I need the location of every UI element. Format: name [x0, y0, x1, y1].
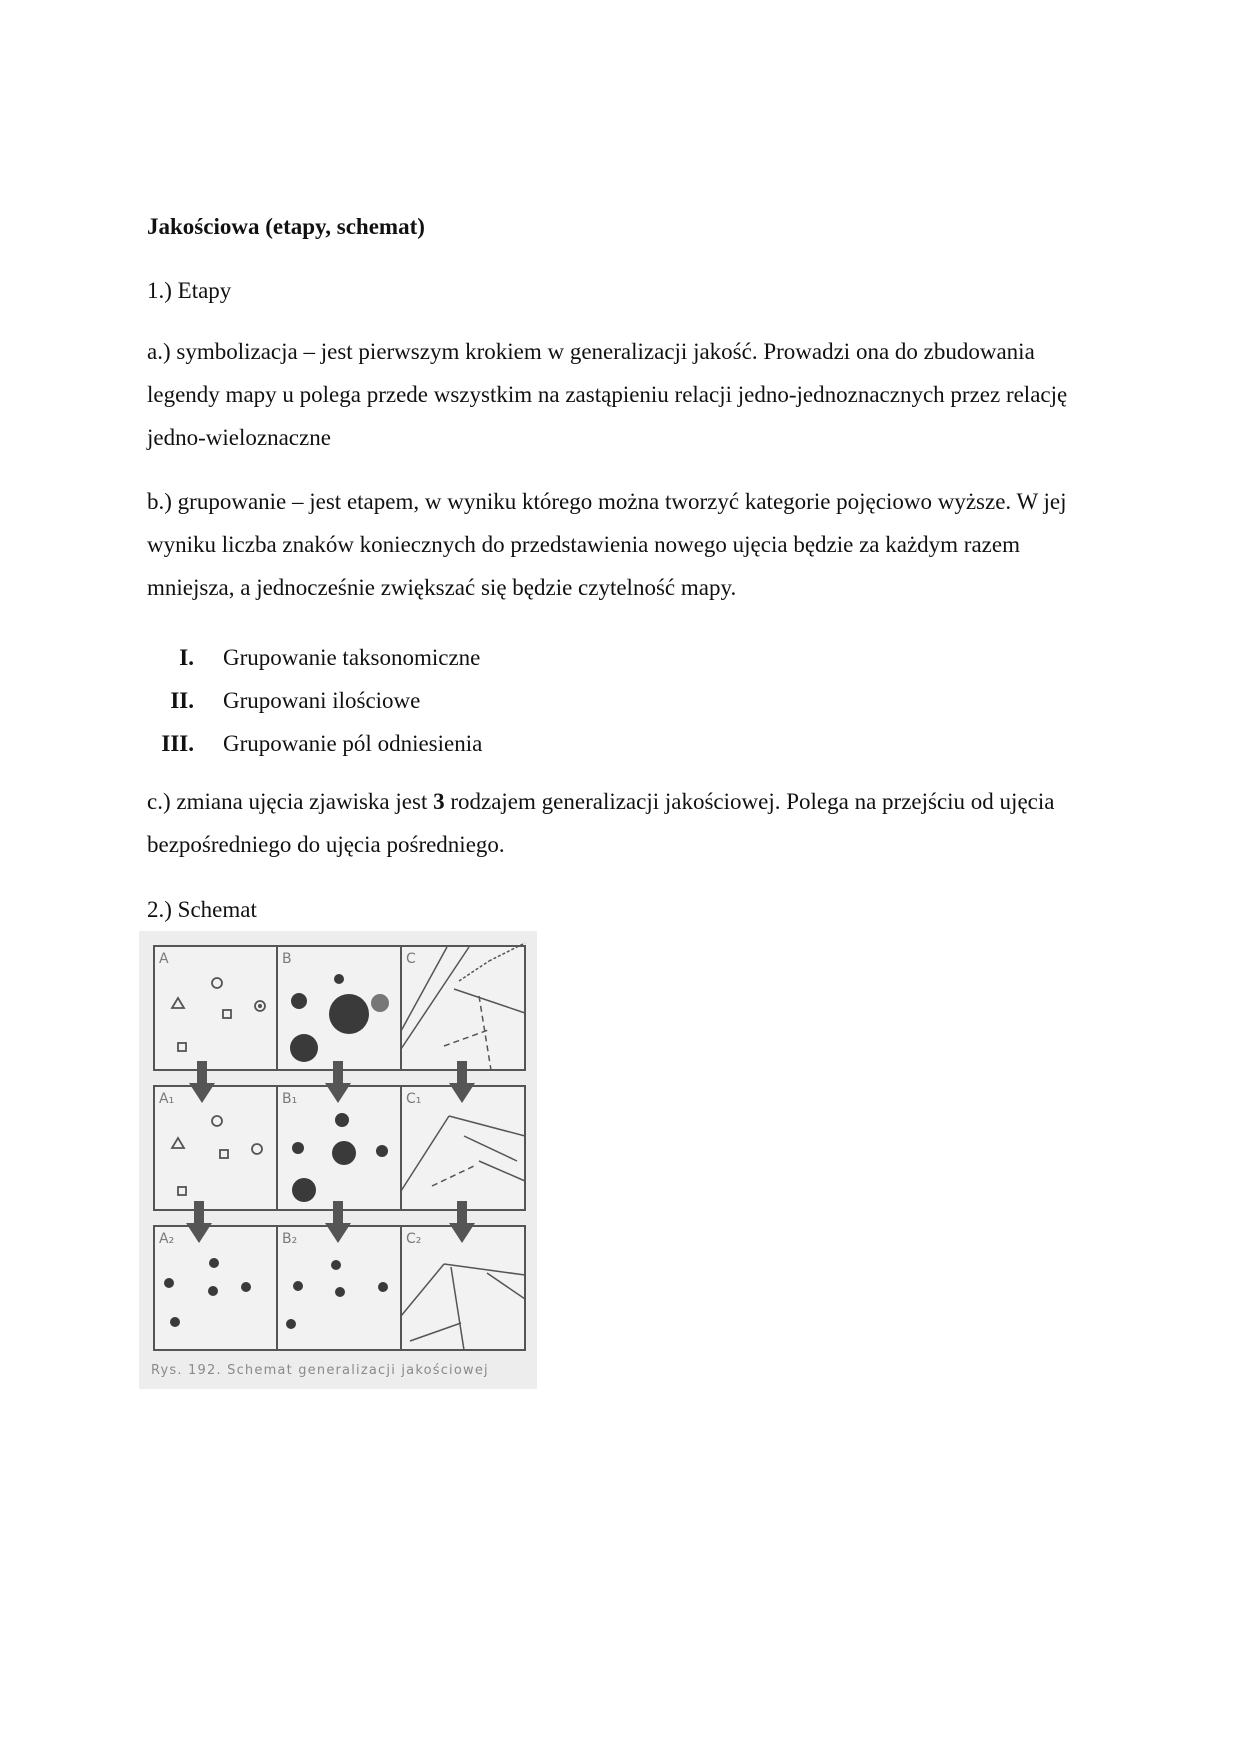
- generalization-schema-figure: [139, 931, 537, 1389]
- cell-label: B₂: [282, 1231, 298, 1247]
- term-grupowanie: grupowanie: [177, 489, 287, 514]
- section-heading-etapy: 1.) Etapy: [147, 278, 232, 303]
- list-numeral: II.: [170, 688, 194, 713]
- list-numeral: I.: [179, 645, 194, 670]
- paragraph-text: – jest etapem, w wyniku którego można tworzyć kategorie pojęciowo wyższe. W jej wyniku liczba znaków koniecznych do przedstawienia nowego ujęcia będzie za każdym razem mniejsza, a jednocześnie zwiększać się będzie czytelność mapy.: [147, 489, 1067, 600]
- paragraph-text: rodzajem generalizacji jakościowej. Polega na przejściu od ujęcia bezpośredniego do ujęcia pośredniego.: [147, 789, 1055, 857]
- cell-label: A₂: [159, 1231, 175, 1247]
- list-label: Grupowanie taksonomiczne: [223, 645, 481, 670]
- cell-c: [401, 946, 525, 1070]
- list-item: [147, 636, 482, 679]
- paragraph-grupowanie: [147, 480, 1107, 609]
- paragraph-prefix: a.): [147, 339, 177, 364]
- cell-label: C: [406, 951, 416, 967]
- cell-label: B₁: [282, 1091, 298, 1107]
- cell-label: B: [282, 951, 292, 967]
- figure-caption: Rys. 192. Schemat generalizacji jakościowej: [151, 1363, 489, 1378]
- cell-label: A: [159, 951, 169, 967]
- section-heading-schemat: 2.) Schemat: [147, 897, 257, 922]
- list-item: [147, 722, 482, 765]
- schema-diagram: [139, 931, 537, 1389]
- term-symbolizacja: symbolizacja: [176, 339, 298, 364]
- grouping-list: [147, 636, 482, 765]
- paragraph-prefix: c.) zmiana ujęcia zjawiska jest: [147, 789, 434, 814]
- cell-label: C₁: [406, 1091, 422, 1107]
- list-label: Grupowani ilościowe: [223, 688, 421, 713]
- list-item: [147, 679, 482, 722]
- paragraph-zmiana-ujecia: [147, 780, 1107, 866]
- list-numeral: III.: [161, 731, 194, 756]
- cell-label: C₂: [406, 1231, 422, 1247]
- paragraph-prefix: b.): [147, 489, 178, 514]
- paragraph-symbolizacja: [147, 330, 1107, 459]
- list-label: Grupowanie pól odniesienia: [223, 731, 483, 756]
- paragraph-number: 3: [433, 789, 445, 814]
- cell-label: A₁: [159, 1091, 175, 1107]
- paragraph-text: – jest pierwszym krokiem w generalizacji jakość. Prowadzi ona do zbudowania legendy mapy u polega przede wszystkim na zastąpieniu relacji jedno-jednoznacznych przez relację jedno-wieloznaczne: [147, 339, 1068, 450]
- document-title: Jakościowa (etapy, schemat): [147, 214, 425, 239]
